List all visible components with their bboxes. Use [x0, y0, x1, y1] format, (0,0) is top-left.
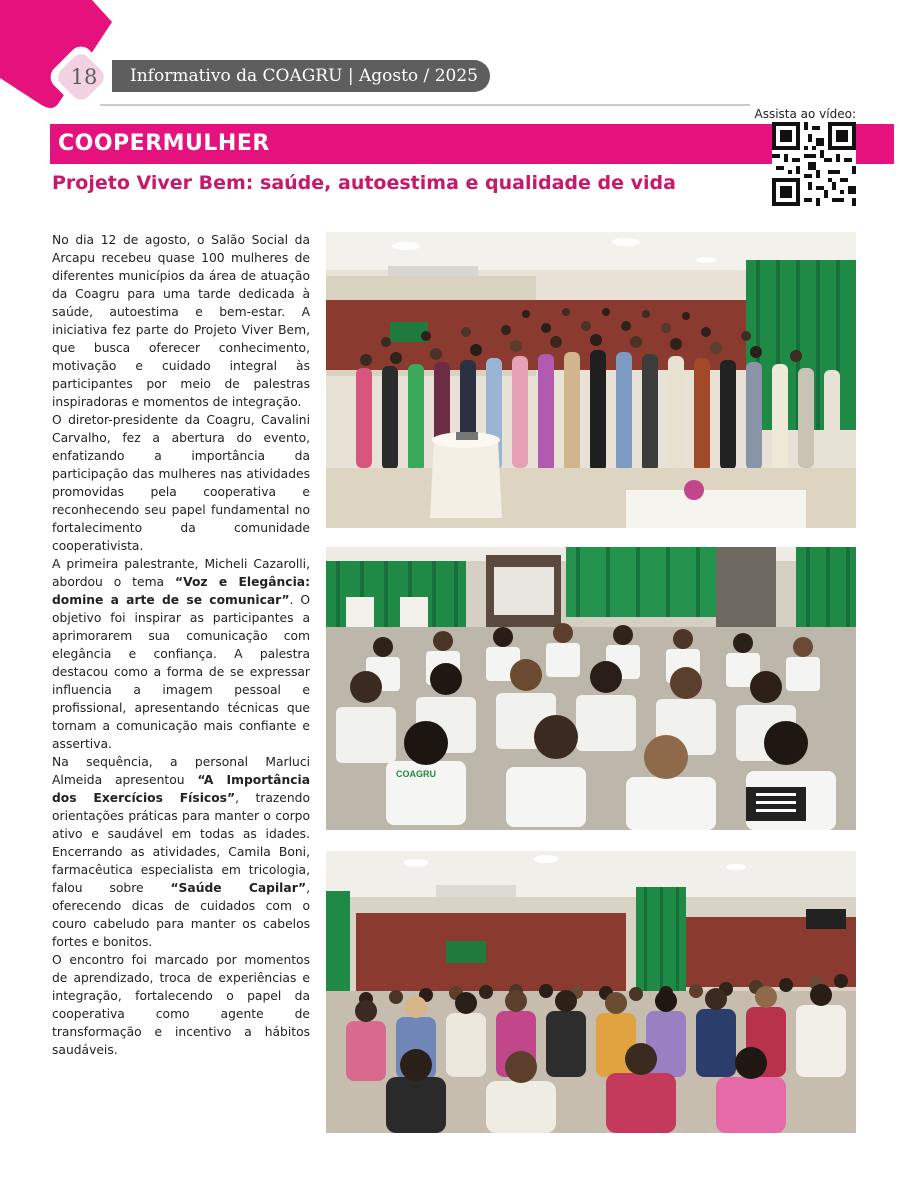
- group-photo: [326, 232, 856, 528]
- publication-header: Informativo da COAGRU | Agosto / 2025: [112, 60, 490, 92]
- hall-audience-photo: [326, 851, 856, 1133]
- text-run: Na sequência, a personal Marluci Almeida apresentou: [52, 755, 310, 787]
- article-headline: Projeto Viver Bem: saúde, autoestima e qualidade de vida: [52, 172, 676, 194]
- page-number: 18: [70, 65, 98, 89]
- article-paragraph: O diretor-presidente da Coagru, Cavalini Carvalho, fez a abertura do evento, enfatizando a importância da participação das mulheres nas atividades promovidas pela cooperativa e reconhecendo seu papel fundamental no fortalecimento da comunidade cooperativista.: [52, 413, 310, 553]
- chair-brand-label: COAGRU: [396, 769, 436, 779]
- article-paragraph: O encontro foi marcado por momentos de aprendizado, troca de experiências e integração, fortalecendo o papel da cooperativa como agente de transformação e incentivo a hábitos saudáveis.: [52, 953, 310, 1057]
- article-paragraph: [52, 555, 310, 753]
- audience-photo: [326, 547, 856, 830]
- article-body: [52, 231, 310, 1059]
- talk-title: “A Importância dos Exercícios Físicos”: [52, 773, 310, 805]
- text-run: . O objetivo foi inspirar as participantes a aprimorarem sua comunicação com elegância e confiança. A palestra destacou como a forma de se expressar influencia a imagem pessoal e profissional, apresentando técnicas que tornam a comunicação mais confiante e assertiva.: [52, 593, 310, 751]
- article-paragraph: No dia 12 de agosto, o Salão Social da Arcapu recebeu quase 100 mulheres de diferentes municípios da área de atuação da Coagru para uma tarde dedicada à saúde, autoestima e bem-estar. A iniciativa fez parte do Projeto Viver Bem, que busca oferecer conhecimento, motivação e cuidado integral às participantes por meio de palestras inspiradoras e momentos de integração.: [52, 233, 310, 409]
- video-label: Assista ao vídeo:: [754, 107, 856, 121]
- talk-title: “Voz e Elegância: domine a arte de se comunicar”: [52, 575, 310, 607]
- section-title: COOPERMULHER: [50, 124, 894, 164]
- article-paragraph: [52, 753, 310, 951]
- text-run: , trazendo orientações práticas para manter o corpo ativo e saudável em todas as idades. Encerrando as atividades, Camila Boni, farmacêutica especialista em tricologia, falou sobre: [52, 791, 310, 895]
- text-run: , oferecendo dicas de cuidados com o couro cabeludo para manter os cabelos fortes e bonitos.: [52, 881, 310, 949]
- text-run: A primeira palestrante, Micheli Cazarolli, abordou o tema: [52, 557, 310, 589]
- header-divider: [100, 104, 750, 106]
- talk-title: “Saúde Capilar”: [170, 881, 307, 895]
- qr-code[interactable]: [772, 122, 856, 206]
